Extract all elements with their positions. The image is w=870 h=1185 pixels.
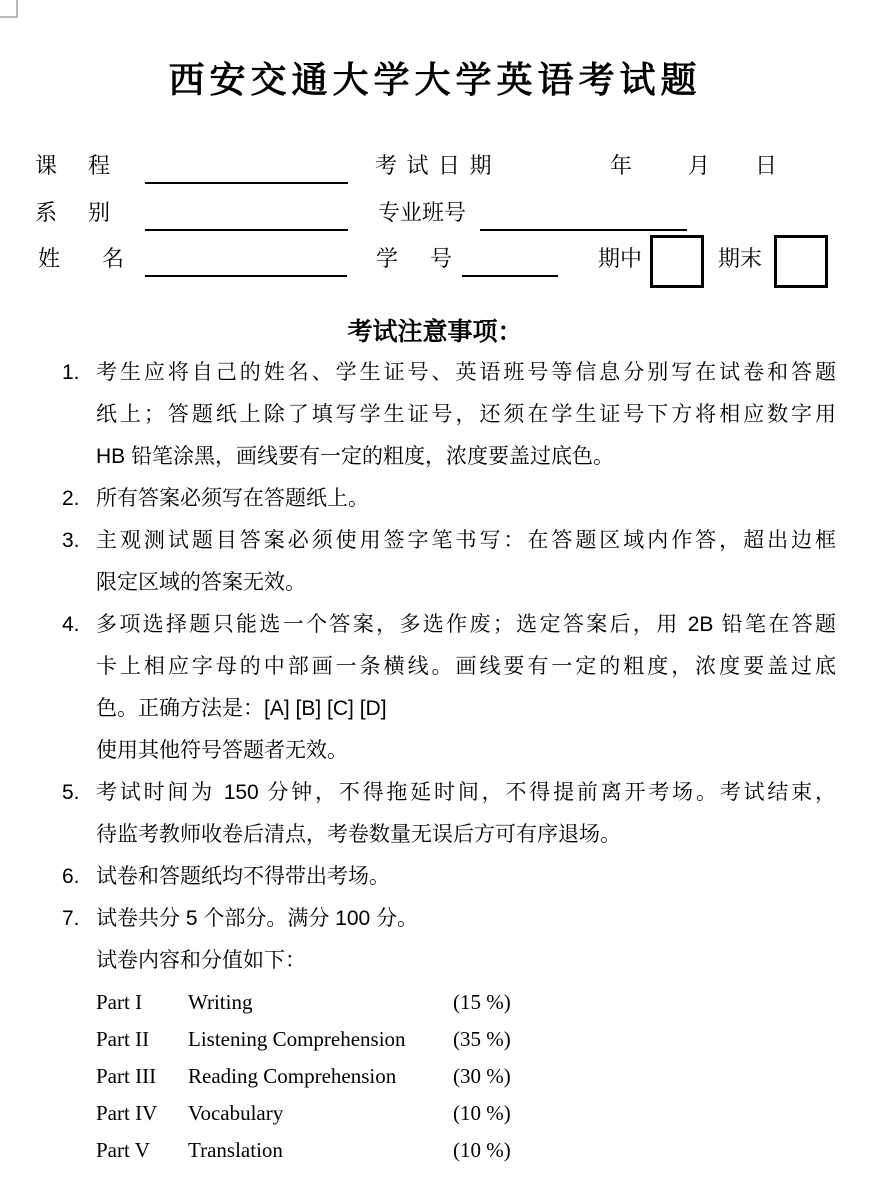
day-label: 日 [755, 153, 778, 178]
part-row-5 [96, 1132, 616, 1169]
notice-item-5 [62, 772, 838, 856]
part-label: Part III [96, 1064, 157, 1088]
part-row-2 [96, 1021, 616, 1058]
part-name: Translation [188, 1138, 283, 1162]
name-label-char2: 名 [102, 246, 125, 271]
name-label-char1: 姓 [38, 246, 61, 271]
part-percent: (30 %) [453, 1064, 511, 1088]
notice-item-line: 试卷内容和分值如下： [96, 949, 306, 972]
notice-item-4 [62, 604, 838, 772]
course-label-char1: 课 [35, 153, 58, 178]
major-class-label: 专业班号 [378, 200, 467, 225]
part-label: Part I [96, 990, 143, 1014]
part-row-1 [96, 984, 616, 1021]
notice-item-line: 卡上相应字母的中部画一条横线。画线要有一定的粗度，浓度要盖过底 [96, 655, 836, 678]
notice-item-line: HB 铅笔涂黑，画线要有一定的粗度，浓度要盖过底色。 [96, 445, 615, 468]
part-percent: (10 %) [453, 1138, 511, 1162]
course-field-line[interactable] [145, 152, 348, 184]
notice-item-number: 6. [62, 865, 80, 888]
table-corner-mark [0, 0, 18, 18]
student-id-field-line[interactable] [462, 245, 558, 277]
part-name: Listening Comprehension [188, 1027, 406, 1051]
department-label-char2: 别 [88, 200, 111, 225]
part-name: Writing [188, 990, 253, 1014]
exam-date-label: 考 试 日 期 [375, 153, 492, 178]
part-percent: (10 %) [453, 1101, 511, 1125]
notice-item-line: 试卷和答题纸均不得带出考场。 [96, 865, 390, 888]
notice-item-3 [62, 520, 838, 604]
part-percent: (35 %) [453, 1027, 511, 1051]
notice-item-line: 主观测试题目答案必须使用签字笔书写：在答题区域内作答，超出边框 [96, 529, 836, 552]
month-label: 月 [688, 153, 711, 178]
notice-item-line: 试卷共分 5 个部分。满分 100 分。 [96, 907, 419, 930]
notice-item-2 [62, 478, 838, 520]
notice-item-line: 所有答案必须写在答题纸上。 [96, 487, 369, 510]
part-row-3 [96, 1058, 616, 1095]
final-checkbox[interactable] [774, 235, 828, 288]
year-label: 年 [610, 153, 633, 178]
page-title: 西安交通大学大学英语考试题 [168, 60, 702, 100]
major-class-field-line[interactable] [480, 199, 687, 231]
part-row-4 [96, 1095, 616, 1132]
notice-item-number: 4. [62, 613, 80, 636]
notice-item-number: 3. [62, 529, 80, 552]
notice-item-line: 考试时间为 150 分钟，不得拖延时间，不得提前离开考场。考试结束， [96, 781, 836, 804]
notice-item-7 [62, 898, 838, 982]
parts-table [96, 984, 616, 1169]
notice-item-line: 色。正确方法是：[A] [B] [C] [D] [96, 697, 387, 720]
notice-heading: 考试注意事项： [347, 318, 523, 346]
course-label-char2: 程 [88, 153, 111, 178]
notice-item-line: 纸上；答题纸上除了填写学生证号，还须在学生证号下方将相应数字用 [96, 403, 836, 426]
part-label: Part V [96, 1138, 150, 1162]
part-percent: (15 %) [453, 990, 511, 1014]
notice-item-number: 7. [62, 907, 80, 930]
part-name: Vocabulary [188, 1101, 284, 1125]
notice-item-6 [62, 856, 838, 898]
notice-item-line: 考生应将自己的姓名、学生证号、英语班号等信息分别写在试卷和答题 [96, 361, 836, 384]
final-label: 期末 [718, 246, 763, 271]
notice-item-line: 多项选择题只能选一个答案，多选作废；选定答案后，用 2B 铅笔在答题 [96, 613, 836, 636]
notice-item-number: 1. [62, 361, 80, 384]
notice-item-line: 使用其他符号答题者无效。 [96, 739, 348, 762]
part-label: Part IV [96, 1101, 158, 1125]
part-name: Reading Comprehension [188, 1064, 397, 1088]
notice-item-number: 2. [62, 487, 80, 510]
notice-item-line: 限定区域的答案无效。 [96, 571, 306, 594]
part-label: Part II [96, 1027, 150, 1051]
department-field-line[interactable] [145, 199, 348, 231]
notice-list [62, 352, 838, 1169]
notice-item-line: 待监考教师收卷后清点，考卷数量无误后方可有序退场。 [96, 823, 621, 846]
department-label-char1: 系 [35, 200, 58, 225]
name-field-line[interactable] [145, 245, 347, 277]
midterm-checkbox[interactable] [650, 235, 704, 288]
notice-item-1 [62, 352, 838, 478]
student-id-label-char1: 学 [376, 246, 399, 271]
notice-item-number: 5. [62, 781, 80, 804]
midterm-label: 期中 [598, 246, 643, 271]
student-id-label-char2: 号 [430, 246, 453, 271]
